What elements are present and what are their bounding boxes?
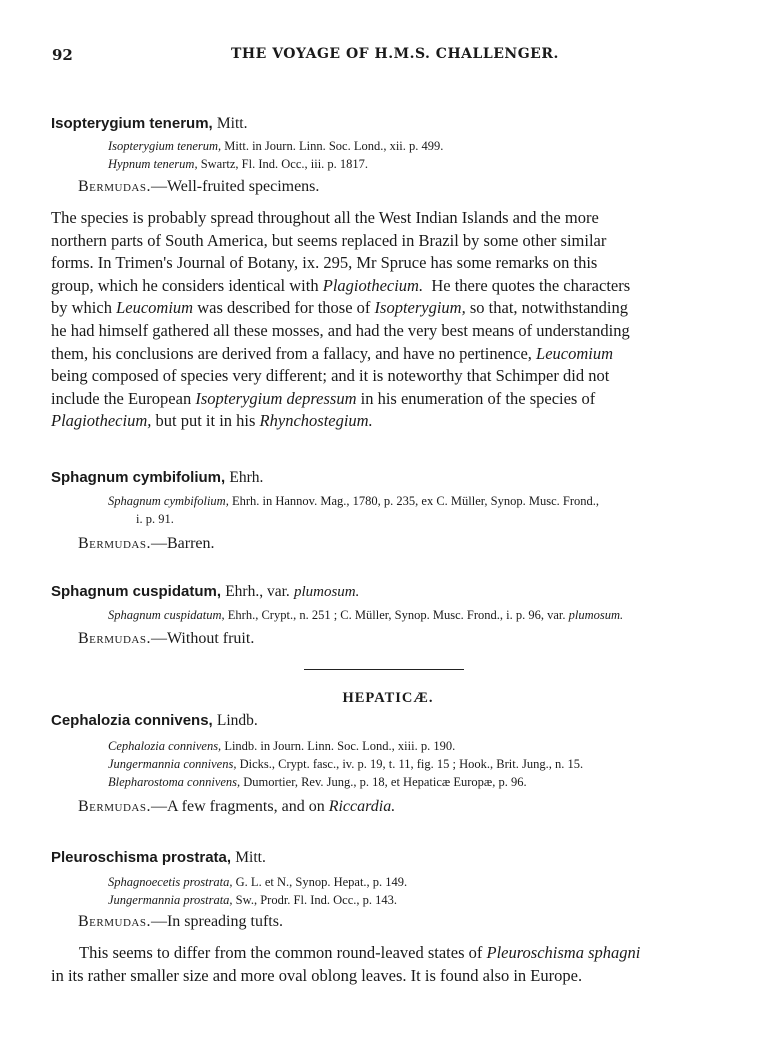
locality-line: Bermudas.—In spreading tufts. (78, 913, 283, 930)
synonym-line: Sphagnoecetis prostrata, G. L. et N., Synop. Hepat., p. 149. (108, 875, 408, 889)
species-name: Sphagnum cuspidatum, (51, 583, 222, 600)
species-heading (51, 115, 247, 133)
section-heading: HEPATICÆ. (342, 690, 434, 706)
synonym-list (108, 737, 583, 791)
species-name: Pleuroschisma prostrata, (51, 849, 232, 866)
section-divider (304, 669, 464, 670)
species-heading (51, 849, 266, 867)
locality-line: Bermudas.—Barren. (78, 535, 215, 552)
species-author: Mitt. (216, 115, 248, 132)
species-author: Ehrh., var. (225, 583, 290, 600)
locality-line: Bermudas.—Well-fruited specimens. (78, 178, 320, 195)
page-number: 92 (52, 46, 73, 64)
synonym-list (108, 873, 407, 909)
synonym-line: Blepharostoma connivens, Dumortier, Rev. Jung., p. 18, et Hepaticæ Europæ, p. 96. (108, 775, 527, 789)
synonym-line: Jungermannia prostrata, Sw., Prodr. Fl. Ind. Occ., p. 143. (108, 893, 398, 907)
synonym-line: Cephalozia connivens, Lindb. in Journ. Linn. Soc. Lond., xiii. p. 190. (108, 739, 456, 753)
synonym-line: Sphagnum cymbifolium, Ehrh. in Hannov. Mag., 1780, p. 235, ex C. Müller, Synop. Musc. Frond., (108, 494, 600, 508)
species-heading (51, 583, 359, 601)
species-variety: plumosum. (293, 584, 360, 600)
running-title: THE VOYAGE OF H.M.S. CHALLENGER. (231, 46, 559, 62)
species-name: Isopterygium tenerum, (51, 115, 213, 132)
discussion-paragraph: This seems to differ from the common round-leaved states of Pleuroschisma sphagni in its rather smaller size and more oval oblong leaves. It is found also in Europe. (51, 943, 641, 985)
synonym-line: Isopterygium tenerum, Mitt. in Journ. Linn. Soc. Lond., xii. p. 499. (108, 139, 444, 153)
species-author: Mitt. (235, 849, 266, 866)
synonym-line: i. p. 91. (136, 512, 174, 526)
species-author: Lindb. (216, 712, 258, 729)
synonym-list (108, 606, 623, 624)
synonym-list (108, 137, 443, 173)
species-name: Cephalozia connivens, (51, 712, 213, 729)
synonym-line: Jungermannia connivens, Dicks., Crypt. fasc., iv. p. 19, t. 11, fig. 15 ; Hook., Brit. Jung., n. 15. (108, 757, 584, 771)
species-author: Ehrh. (229, 469, 264, 486)
locality-line: Bermudas.—Without fruit. (78, 630, 255, 647)
locality-line: Bermudas.—A few fragments, and on Riccardia. (78, 798, 396, 815)
synonym-list (108, 492, 599, 528)
species-name: Sphagnum cymbifolium, (51, 469, 226, 486)
synonym-line: Sphagnum cuspidatum, Ehrh., Crypt., n. 251 ; C. Müller, Synop. Musc. Frond., i. p. 96, var. plumosum. (108, 608, 624, 622)
discussion-paragraph: The species is probably spread throughout all the West Indian Islands and the more northern parts of South America, but seems replaced in Brazil by some other similar forms. In Trimen's Journal of Botany, ix. 295, Mr Spruce has some remarks on this group, which he considers identical with Plagiothecium. He there quotes the characters by which Leucomium was described for those of Isopterygium, so that, notwithstanding he had himself gathered all these mosses, and had the very best means of understanding them, his conclusions are derived from a fallacy, and have no pertinence, Leucomium being composed of species very different; and it is noteworthy that Schimper did not include the European Isopterygium depressum in his enumeration of the species of Plagiothecium, but put it in his Rhynchostegium. (51, 208, 631, 431)
species-heading (51, 469, 263, 487)
synonym-line: Hypnum tenerum, Swartz, Fl. Ind. Occ., iii. p. 1817. (108, 157, 369, 171)
species-heading (51, 712, 258, 730)
